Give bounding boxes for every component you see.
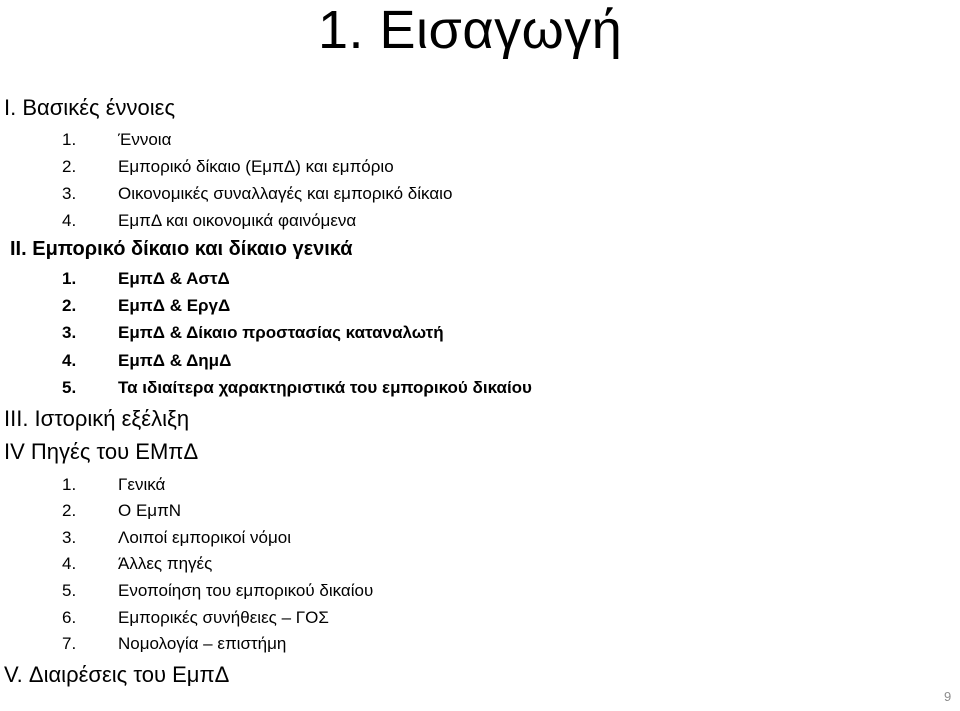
- list-item: [62, 270, 230, 287]
- item-number: 4.: [62, 351, 77, 370]
- item-text: Εμπορικές συνήθειες – ΓΟΣ: [118, 608, 329, 627]
- list-item: [62, 158, 394, 175]
- list-item: [62, 609, 329, 626]
- item-text: Οικονομικές συναλλαγές και εμπορικό δίκαιο: [118, 184, 453, 203]
- item-text: Έννοια: [118, 130, 172, 149]
- item-text: ΕμπΔ & Δίκαιο προστασίας καταναλωτή: [118, 323, 444, 342]
- item-text: Ο ΕμπΝ: [118, 501, 182, 520]
- item-text: ΕμπΔ και οικονομικά φαινόμενα: [118, 211, 357, 230]
- item-number: 1.: [62, 475, 77, 494]
- item-number: 2.: [62, 501, 77, 520]
- item-text: Γενικά: [118, 475, 166, 494]
- page-number: 9: [944, 689, 952, 704]
- slide-title: 1. Εισαγωγή: [318, 0, 623, 60]
- item-text: Εμπορικό δίκαιο (ΕμπΔ) και εμπόριο: [118, 157, 394, 176]
- list-item: [62, 212, 356, 229]
- list-item: [62, 324, 444, 341]
- item-number: 3.: [62, 323, 77, 342]
- list-item: [62, 529, 291, 546]
- section-heading-4: IV Πηγές του ΕΜπΔ: [4, 439, 199, 464]
- section-heading-2: II. Εμπορικό δίκαιο και δίκαιο γενικά: [10, 238, 353, 260]
- item-text: Λοιποί εμπορικοί νόμοι: [118, 528, 292, 547]
- item-number: 6.: [62, 608, 77, 627]
- section-heading-3: III. Ιστορική εξέλιξη: [4, 406, 190, 431]
- section-heading-5: V. Διαιρέσεις του ΕμπΔ: [4, 662, 230, 687]
- item-number: 7.: [62, 634, 77, 653]
- item-text: Νομολογία – επιστήμη: [118, 634, 287, 653]
- item-text: ΕμπΔ & ΕργΔ: [118, 296, 231, 315]
- list-item: [62, 297, 230, 314]
- list-item: [62, 555, 212, 572]
- list-item: [62, 582, 373, 599]
- item-number: 3.: [62, 184, 77, 203]
- item-text: Άλλες πηγές: [118, 554, 213, 573]
- list-item: [62, 352, 231, 369]
- list-item: [62, 185, 452, 202]
- item-text: ΕμπΔ & ΔημΔ: [118, 351, 232, 370]
- item-number: 2.: [62, 296, 77, 315]
- item-number: 1.: [62, 269, 77, 288]
- list-item: [62, 502, 181, 519]
- item-number: 2.: [62, 157, 77, 176]
- item-text: Ενοποίηση του εμπορικού δικαίου: [118, 581, 374, 600]
- list-item: [62, 379, 532, 396]
- item-number: 1.: [62, 130, 77, 149]
- item-number: 4.: [62, 554, 77, 573]
- item-number: 5.: [62, 581, 77, 600]
- item-text: Τα ιδιαίτερα χαρακτηριστικά του εμπορικού δικαίου: [118, 378, 532, 397]
- item-number: 3.: [62, 528, 77, 547]
- section-heading-1: I. Βασικές έννοιες: [4, 95, 176, 120]
- list-item: [62, 131, 171, 148]
- list-item: [62, 635, 286, 652]
- item-number: 4.: [62, 211, 77, 230]
- list-item: [62, 476, 165, 493]
- item-text: ΕμπΔ & ΑστΔ: [118, 269, 230, 288]
- item-number: 5.: [62, 378, 77, 397]
